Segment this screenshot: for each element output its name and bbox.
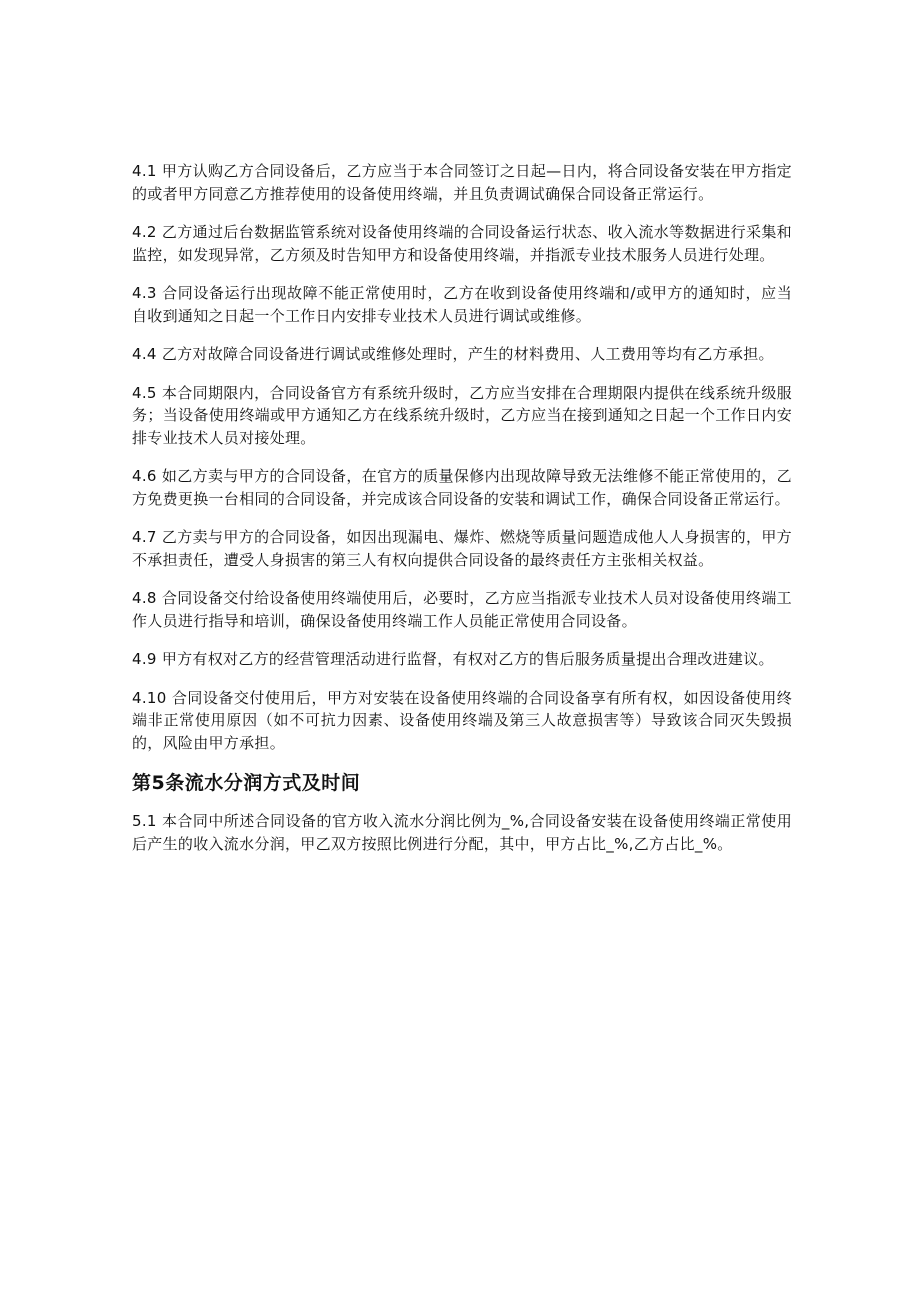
section-5-heading (132, 770, 792, 796)
clause-4-1: 4.1 甲方认购乙方合同设备后，乙方应当于本合同签订之日起—日内，将合同设备安装在甲方指定的或者甲方同意乙方推荐使用的设备使用终端，并且负责调试确保合同设备正常运行。 (132, 162, 792, 203)
clause-4-5: 4.5 本合同期限内，合同设备官方有系统升级时，乙方应当安排在合理期限内提供在线系统升级服务；当设备使用终端或甲方通知乙方在线系统升级时，乙方应当在接到通知之日起一个工作日内安排专业技术人员对接处理。 (132, 383, 792, 447)
clause-4-6: 4.6 如乙方卖与甲方的合同设备，在官方的质量保修内出现故障导致无法维修不能正常使用的，乙方免费更换一台相同的合同设备，并完成该合同设备的安装和调试工作，确保合同设备正常运行。 (132, 467, 792, 508)
heading-prefix: 第 (132, 772, 152, 794)
clause-4-7: 4.7 乙方卖与甲方的合同设备，如因出现漏电、爆炸、燃烧等质量问题造成他人人身损害的，甲方不承担责任，遭受人身损害的第三人有权向提供合同设备的最终责任方主张相关权益。 (132, 528, 792, 569)
clause-4-3: 4.3 合同设备运行出现故障不能正常使用时，乙方在收到设备使用终端和/或甲方的通知时，应当自收到通知之日起一个工作日内安排专业技术人员进行调试或维修。 (132, 284, 792, 325)
clause-4-8: 4.8 合同设备交付给设备使用终端使用后，必要时，乙方应当指派专业技术人员对设备使用终端工作人员进行指导和培训，确保设备使用终端工作人员能正常使用合同设备。 (132, 589, 792, 630)
clause-4-4: 4.4 乙方对故障合同设备进行调试或维修处理时，产生的材料费用、人工费用等均有乙方承担。 (132, 345, 774, 363)
clause-4-10: 4.10 合同设备交付使用后，甲方对安装在设备使用终端的合同设备享有所有权，如因设备使用终端非正常使用原因（如不可抗力因素、设备使用终端及第三人故意损害等）导致该合同灭失毁损的，风险由甲方承担。 (132, 688, 792, 752)
clause-4-2: 4.2 乙方通过后台数据监管系统对设备使用终端的合同设备运行状态、收入流水等数据进行采集和监控，如发现异常，乙方须及时告知甲方和设备使用终端，并指派专业技术服务人员进行处理。 (132, 223, 792, 264)
heading-number: 5 (151, 772, 166, 794)
clause-4-9: 4.9 甲方有权对乙方的经营管理活动进行监督，有权对乙方的售后服务质量提出合理改进建议。 (132, 650, 774, 668)
clause-5-1: 5.1 本合同中所述合同设备的官方收入流水分润比例为_%,合同设备安装在设备使用终端正常使用后产生的收入流水分润，甲乙双方按照比例进行分配，其中，甲方占比_%,乙方占比_%。 (132, 812, 792, 853)
heading-suffix: 条流水分润方式及时间 (165, 772, 361, 794)
document-body (132, 160, 792, 871)
